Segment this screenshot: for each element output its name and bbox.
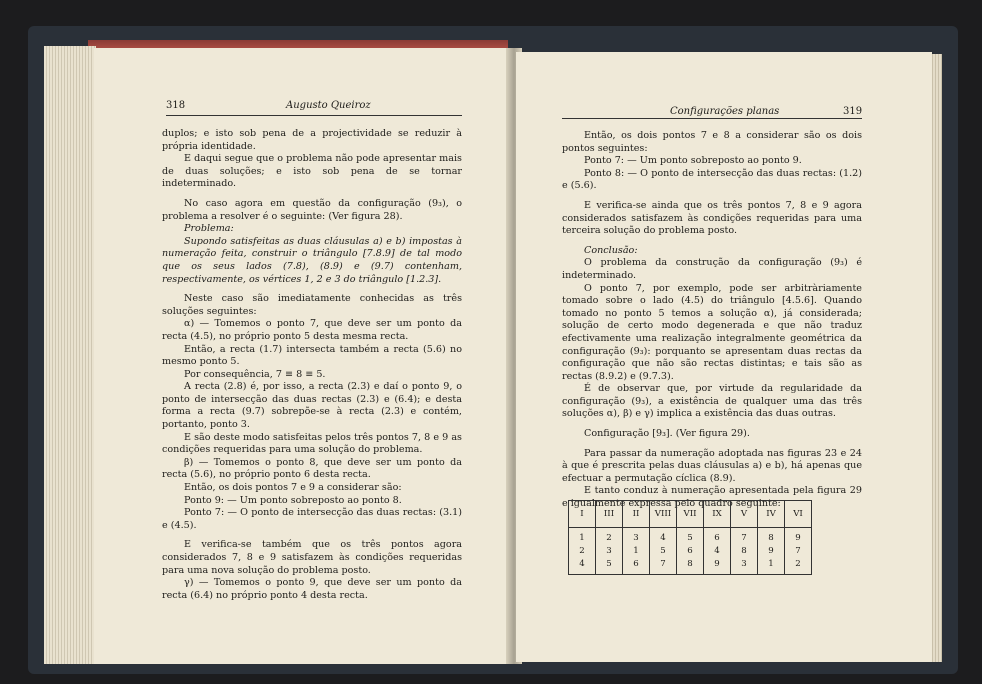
- left-page-body: [162, 128, 462, 602]
- paragraph: Configuração [9₃]. (Ver figura 29).: [584, 428, 750, 440]
- paragraph: Ponto 7: — Um ponto sobreposto ao ponto 9.: [584, 155, 802, 167]
- paragraph: O ponto 7, por exemplo, pode ser arbitràriamente tomado sobre o lado (4.5) do triângulo [4.5.6]. Quando tomado no ponto 5 temos a solução α), já considerada; solução de certo modo degenerada e que não traduz efectivamente uma realização integralmente geométrica da configuração (9₃): porquanto se apresentam duas rectas da configuração que não são rectas distintas; e tais são as rectas (8.9.2) e (9.7.3).: [562, 282, 862, 382]
- paragraph: Então, a recta (1.7) intersecta também a recta (5.6) no mesmo ponto 5.: [162, 343, 462, 368]
- paragraph: Então, os dois pontos 7 e 8 a considerar são os dois pontos seguintes:: [562, 130, 862, 154]
- paragraph: β) — Tomemos o ponto 8, que deve ser um ponto da recta (5.6), no próprio ponto 6 desta recta.: [162, 456, 462, 481]
- table-cell: 5 6 8: [677, 528, 704, 575]
- paragraph: Ponto 7: — O ponto de intersecção das duas rectas: (3.1) e (4.5).: [162, 507, 462, 531]
- paragraph: Neste caso são imediatamente conhecidas as três soluções seguintes:: [162, 293, 462, 317]
- table-header-cell: VII: [677, 501, 704, 528]
- left-page: [94, 48, 512, 664]
- right-page-body: [562, 130, 862, 511]
- paragraph: Ponto 8: — O ponto de intersecção das duas rectas: (1.2) e (5.6).: [562, 167, 862, 192]
- paragraph: Por consequência, 7 ≡ 8 ≡ 5.: [184, 368, 326, 380]
- table-cell: 9 7 2: [785, 528, 812, 575]
- table-header-cell: IX: [704, 501, 731, 528]
- left-page-stack: [44, 46, 96, 664]
- paragraph: Problema:: [184, 223, 234, 235]
- table-header-cell: VIII: [650, 501, 677, 528]
- table-header-cell: VI: [785, 501, 812, 528]
- table-cell: 3 1 6: [623, 528, 650, 575]
- paragraph: E são deste modo satisfeitas pelos três pontos 7, 8 e 9 as condições requeridas para uma solução do problema.: [162, 431, 462, 456]
- table-header-cell: IV: [758, 501, 785, 528]
- paragraph: α) — Tomemos o ponto 7, que deve ser um ponto da recta (4.5), no próprio ponto 5 desta mesma recta.: [162, 318, 462, 342]
- table-header-cell: II: [623, 501, 650, 528]
- header-rule-left: [166, 115, 462, 116]
- table-header-cell: III: [596, 501, 623, 528]
- paragraph: duplos; e isto sob pena de a projectividade se reduzir à própria identidade.: [162, 128, 462, 152]
- table-cell: 1 2 4: [569, 528, 596, 575]
- page-number-right: 319: [843, 106, 863, 117]
- paragraph: E daqui segue que o problema não pode apresentar mais de duas soluções; e isto sob pena de se tornar indeterminado.: [162, 153, 462, 190]
- paragraph: É de observar que, por virtude da regularidade da configuração (9₃), a existência de qualquer uma das três soluções α), β) e γ) implica a existência das duas outras.: [562, 383, 862, 420]
- table-header-cell: I: [569, 501, 596, 528]
- right-page: [516, 52, 932, 662]
- paragraph: γ) — Tomemos o ponto 9, que deve ser um ponto da recta (6.4) no próprio ponto 4 desta recta.: [162, 577, 462, 601]
- paragraph: E tanto conduz à numeração apresentada pela figura 29 e igualmente expressa pelo quadro seguinte:: [562, 485, 862, 510]
- paragraph: Supondo satisfeitas as duas cláusulas a) e b) impostas à numeração feita, construir o triângulo [7.8.9] de tal modo que os seus lados (7.8), (8.9) e (9.7) contenham, respectivamente, os vértices 1, 2 e 3 do triângulo [1.2.3].: [162, 235, 462, 285]
- table-cell: 7 8 3: [731, 528, 758, 575]
- page-number-left: 318: [166, 100, 186, 111]
- paragraph: Para passar da numeração adoptada nas figuras 23 e 24 à que é prescrita pelas duas cláusulas a) e b), há apenas que efectuar a permutação cíclica (8.9).: [562, 447, 862, 484]
- paragraph: No caso agora em questão da configuração (9₃), o problema a resolver é o seguinte: (Ver figura 28).: [162, 197, 462, 222]
- paragraph: O problema da construção da configuração (9₃) é indeterminado.: [562, 257, 862, 281]
- paragraph: Então, os dois pontos 7 e 9 a considerar são:: [184, 482, 402, 494]
- permutation-table: [568, 500, 812, 575]
- table-cell: 4 5 7: [650, 528, 677, 575]
- table-cell: 6 4 9: [704, 528, 731, 575]
- table-cell: 2 3 5: [596, 528, 623, 575]
- table-cell: 8 9 1: [758, 528, 785, 575]
- table-header-cell: V: [731, 501, 758, 528]
- paragraph: A recta (2.8) é, por isso, a recta (2.3) e daí o ponto 9, o ponto de intersecção das duas rectas (2.3) e (6.4); e desta forma a recta (9.7) sobrepõe-se à recta (2.3) e contém, portanto, ponto 3.: [162, 381, 462, 431]
- header-rule-right: [562, 118, 862, 119]
- paragraph: E verifica-se também que os três pontos agora considerados 7, 8 e 9 satisfazem às condições requeridas para uma nova solução do problema posto.: [162, 539, 462, 576]
- paragraph: E verifica-se ainda que os três pontos 7, 8 e 9 agora considerados satisfazem às condições requeridas para uma terceira solução do problema posto.: [562, 199, 862, 237]
- running-head-right: Configurações planas: [670, 106, 780, 117]
- running-head-left: Augusto Queiroz: [286, 100, 371, 111]
- paragraph: Conclusão:: [584, 244, 638, 256]
- paragraph: Ponto 9: — Um ponto sobreposto ao ponto 8.: [184, 494, 402, 506]
